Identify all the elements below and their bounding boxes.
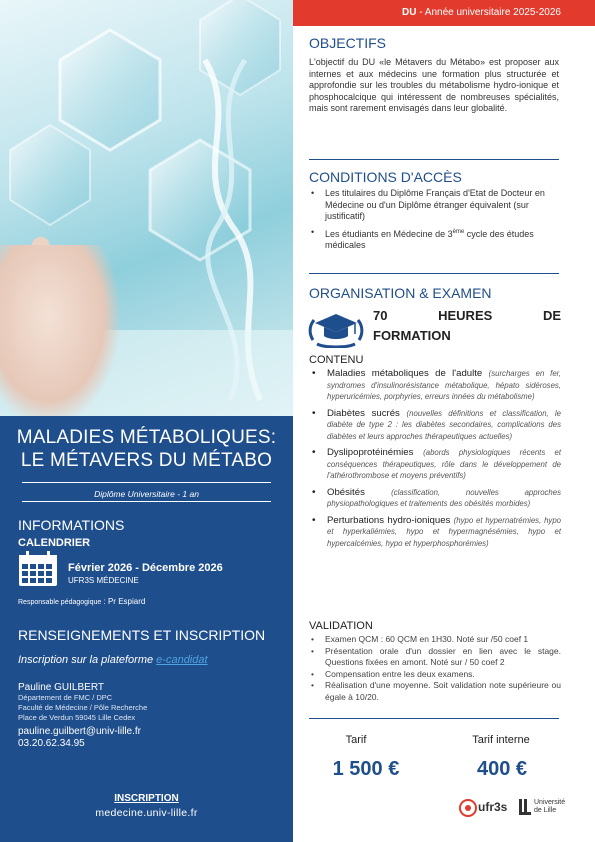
condition-item: • Les titulaires du Diplôme Français d'Etat de Docteur en Médecine ou d'un Diplôme étranger équivalent (sur justificatif) [309, 188, 559, 223]
contenu-item-title: Dyslipoprotéinémies [327, 447, 424, 458]
contenu-list [309, 368, 561, 554]
diploma-type: Diplôme Universitaire - 1 an [94, 489, 199, 499]
tarif-interne-value: 400 € [476, 758, 528, 780]
inscription-label: INSCRIPTION [114, 793, 179, 804]
contenu-item-title: Maladies métaboliques de l'adulte [327, 368, 489, 379]
universite-lille-logo [518, 797, 574, 819]
contact-name: Pauline GUILBERT [18, 682, 104, 693]
graduation-cap-icon [307, 310, 365, 348]
inscription-url[interactable]: medecine.univ-lille.fr [95, 807, 198, 819]
validation-item: • Compensation entre les deux examens. [309, 669, 561, 681]
divider-validation [309, 718, 559, 719]
hours-line-1: 70 HEURES DE [373, 308, 561, 323]
contenu-item-detail: (hypo et hypernatrémies, hypo et hyperkaliémies, hypo et hypermagnésémies, hypo et hypercalcémies, hypo et hyperphosphorémies) [327, 515, 561, 548]
hero-image [0, 0, 293, 416]
tarif-value: 1 500 € [332, 758, 400, 780]
contact-email[interactable]: pauline.guilbert@univ-lille.fr [18, 726, 141, 737]
ul-logo-line-1: Université [534, 799, 566, 806]
program-title [0, 426, 293, 472]
ecandidat-link[interactable]: e-candidat [156, 654, 208, 666]
faculty-name: UFR3S MÉDECINE [68, 576, 139, 585]
title-divider-top [22, 482, 271, 483]
validation-item: • Examen QCM : 60 QCM en 1H30. Noté sur /50 coef 1 [309, 634, 561, 646]
inscription-instruction [18, 654, 208, 666]
conditions-list [309, 188, 559, 256]
calendar-label: CALENDRIER [18, 537, 91, 549]
contenu-item-detail: (surcharges en fer, syndromes d'insulinorésistance métabolique, hépato sidéroses, hyperuricémies, porphyries, erreurs innées du métabolisme) [327, 369, 561, 401]
du-label: DU [402, 7, 417, 18]
contenu-item [309, 408, 561, 443]
validation-item: • Présentation orale d'un dossier en lien avec le stage. Questions fixées en amont. Noté sur / 50 coef 2 [309, 646, 561, 669]
contact-department: Département de FMC / DPC [18, 693, 113, 702]
responsable-pedagogique [18, 597, 145, 606]
divider-conditions [309, 273, 559, 274]
calendar-icon [18, 551, 58, 587]
organisation-heading: ORGANISATION & EXAMEN [309, 285, 492, 301]
validation-list [309, 634, 561, 703]
academic-year: - Année universitaire 2025-2026 [416, 7, 561, 18]
contact-address: Place de Verdun 59045 Lille Cedex [18, 713, 136, 722]
contact-phone: 03.20.62.34.95 [18, 738, 85, 749]
contenu-item-title: Diabètes sucrés [327, 407, 407, 419]
ufr3s-logo-text: ufr3s [478, 800, 508, 814]
contenu-item [309, 515, 561, 550]
title-line-1: MALADIES MÉTABOLIQUES: [16, 427, 277, 448]
objectifs-text: L'objectif du DU «le Métavers du Métabo» est proposer aux internes et aux médecins une formation plus structurée et approfondie sur les troubles du métabolisme hydro-ionique et phosphocalcique qui intéressent de nombreuses spécialités, mais sont rarement envisagés dans leur globalité. [309, 57, 559, 114]
inscription-text: Inscription sur la plateforme [18, 654, 157, 666]
contenu-item-detail: (nouvelles définitions et classification, le diabète de type 2 : les diabètes secondaires, complications des diabètes et leurs approches thérapeutiques actuelles) [327, 408, 561, 441]
contact-faculty: Faculté de Médecine / Pôle Recherche [18, 703, 148, 712]
informations-heading: INFORMATIONS [18, 517, 125, 533]
objectifs-heading: OBJECTIFS [309, 35, 387, 51]
academic-year-text [402, 7, 561, 18]
contenu-heading: CONTENU [309, 354, 364, 366]
title-divider-bottom [22, 501, 271, 502]
contenu-item-title: Perturbations hydro-ioniques [327, 514, 454, 526]
tarif-interne-label: Tarif interne [472, 734, 530, 746]
validation-heading: VALIDATION [309, 620, 373, 632]
divider-objectifs [309, 159, 559, 160]
hours-line-2: FORMATION [373, 328, 451, 343]
condition-item: • Les étudiants en Médecine de 3ème cycle des études médicales [309, 227, 559, 252]
academic-year-banner [293, 0, 595, 26]
conditions-heading: CONDITIONS D'ACCÈS [309, 169, 462, 185]
contenu-item [309, 447, 561, 482]
contenu-item-detail: (abords physiologiques récents et conséquences thérapeutiques, rôle dans le développement de l'athérothrombose et moyens préventifs) [327, 448, 561, 480]
contenu-item-detail: (classification, nouvelles approches physiopathologiques et traitements des obésités morbides) [327, 487, 561, 508]
contenu-item [309, 368, 561, 403]
tarif-label: Tarif [345, 734, 367, 746]
contact-block [18, 682, 147, 749]
ul-logo-line-2: de Lille [534, 807, 557, 814]
validation-item: • Réalisation d'une moyenne. Soit validation note supérieure ou égale à 10/20. [309, 680, 561, 703]
program-dates: Février 2026 - Décembre 2026 [68, 562, 223, 574]
responsable-label: Responsable pédagogique [18, 599, 102, 606]
ufr3s-logo [458, 797, 508, 819]
title-line-2: LE MÉTAVERS DU MÉTABO [20, 450, 273, 471]
contenu-item [309, 487, 561, 510]
responsable-value: : Pr Espiard [101, 597, 146, 606]
renseignements-heading: RENSEIGNEMENTS ET INSCRIPTION [18, 627, 266, 643]
contenu-item-title: Obésités [327, 486, 392, 498]
